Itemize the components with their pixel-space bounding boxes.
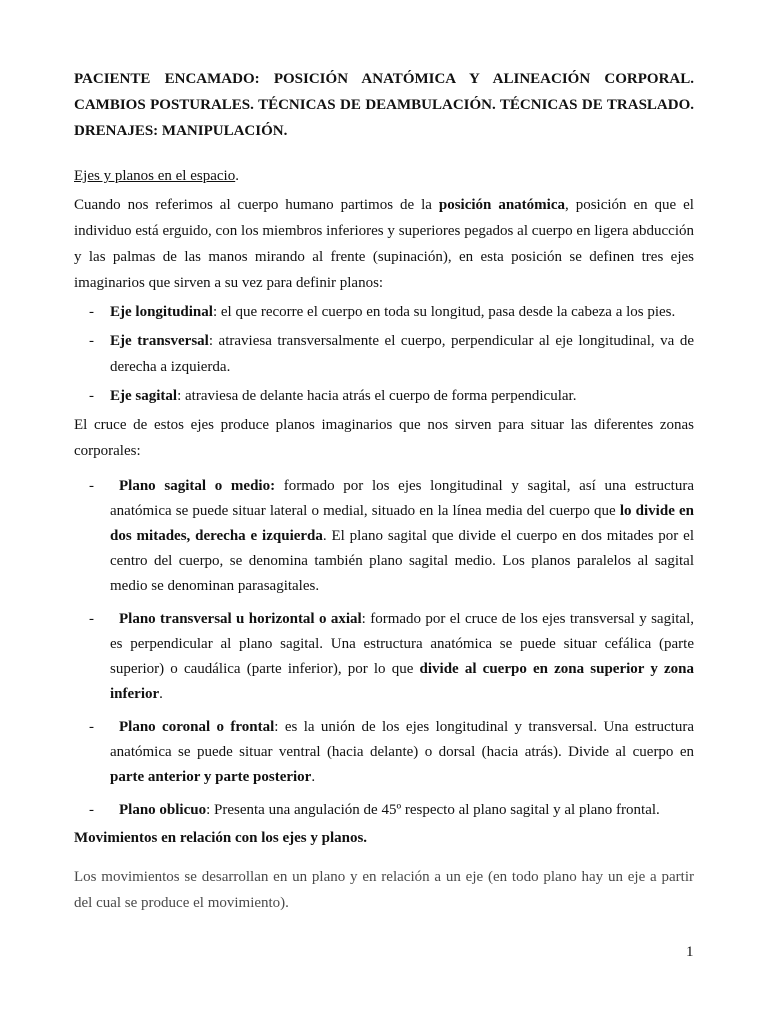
list-dash: -: [89, 478, 94, 494]
plane-text-1: : es la unión de los ejes longitudinal y transversal. Una estructura anatómica se puede situar ventral (hacia delante) o dorsal (hacia atrás). Divide al cuerpo en: [110, 719, 694, 760]
list-item-plane-sagital: [74, 474, 694, 599]
plane-bold-text: lo divide en dos mitades, derecha e izquierda: [110, 503, 694, 544]
axis-text: : atraviesa de delante hacia atrás el cuerpo de forma perpendicular.: [177, 388, 577, 404]
list-item-plane-transversal: [74, 607, 694, 707]
intro-text-2: , posición en que el individuo está erguido, con los miembros inferiores y superiores pegados al cuerpo en ligera abducción y las palmas de las manos mirando al frente (supinación), en esta posición se definen tres ejes imaginarios que sirven a su vez para definir planos:: [74, 197, 694, 291]
plane-bold-text: divide al cuerpo en zona superior y zona inferior: [110, 661, 694, 702]
movements-paragraph: Los movimientos se desarrollan en un plano y en relación a un eje (en todo plano hay un eje a partir del cual se produce el movimiento).: [74, 869, 694, 911]
document-title: PACIENTE ENCAMADO: POSICIÓN ANATÓMICA Y ALINEACIÓN CORPORAL. CAMBIOS POSTURALES. TÉCNICAS DE DEAMBULACIÓN. TÉCNICAS DE TRASLADO. DRENAJES: MANIPULACIÓN.: [74, 71, 694, 139]
plane-text-1: : formado por el cruce de los ejes transversal y sagital, es perpendicular al plano sagital. Una estructura anatómica se puede situar cefálica (parte superior) o caudálica (parte inferior), por lo que: [110, 611, 694, 677]
list-item-plane-coronal: [74, 715, 694, 790]
axis-term: Eje longitudinal: [110, 304, 213, 320]
list-dash: -: [89, 333, 94, 349]
list-dash: -: [89, 802, 94, 818]
list-item-axis-transversal: [74, 328, 694, 380]
list-item-axis-longitudinal: [74, 299, 694, 325]
plane-term: Plano transversal u horizontal o axial: [119, 611, 362, 627]
intro-text-1: Cuando nos referimos al cuerpo humano partimos de la: [74, 197, 439, 213]
plane-text-2: . El plano sagital que divide el cuerpo en dos mitades por el centro del cuerpo, se denomina también plano sagital medio. Los planos paralelos al sagital medio se denominan parasagitales.: [110, 528, 694, 594]
list-item-plane-oblicuo: [74, 798, 694, 823]
page-number: 1: [686, 944, 694, 960]
list-item-axis-sagital: [74, 383, 694, 409]
plane-term: Plano coronal o frontal: [119, 719, 275, 735]
axes-list: [74, 299, 694, 409]
planes-list: [74, 474, 694, 823]
plane-text-1: formado por los ejes longitudinal y sagital, así una estructura anatómica se puede situar lateral o medial, situado en la línea media del cuerpo que: [110, 478, 694, 519]
plane-text-1: : Presenta una angulación de 45º respecto al plano sagital y al plano frontal.: [206, 802, 660, 818]
plane-term: Plano oblicuo: [119, 802, 207, 818]
list-dash: -: [89, 611, 94, 627]
plane-text-2: .: [311, 769, 316, 785]
list-dash: -: [89, 388, 94, 404]
plane-bold-text: parte anterior y parte posterior: [110, 769, 312, 785]
document-page: [74, 66, 694, 931]
list-dash: -: [89, 719, 94, 735]
section-heading-period: .: [235, 168, 239, 184]
axis-term: Eje sagital: [110, 388, 178, 404]
section-heading-movements: Movimientos en relación con los ejes y planos.: [74, 830, 368, 846]
axis-term: Eje transversal: [110, 333, 209, 349]
plane-term: Plano sagital o medio:: [119, 478, 276, 494]
list-dash: -: [89, 304, 94, 320]
plane-text-2: .: [159, 686, 163, 702]
planes-intro-paragraph: El cruce de estos ejes produce planos imaginarios que nos sirven para situar las diferentes zonas corporales:: [74, 417, 694, 459]
axis-text: : el que recorre el cuerpo en toda su longitud, pasa desde la cabeza a los pies.: [212, 304, 676, 320]
axis-text: : atraviesa transversalmente el cuerpo, perpendicular al eje longitudinal, va de derecha a izquierda.: [110, 333, 695, 375]
section-heading-text: Ejes y planos en el espacio: [74, 168, 236, 184]
intro-paragraph: [74, 192, 694, 296]
intro-bold-term: posición anatómica: [438, 197, 565, 213]
section-heading-axes-planes: [74, 165, 694, 187]
